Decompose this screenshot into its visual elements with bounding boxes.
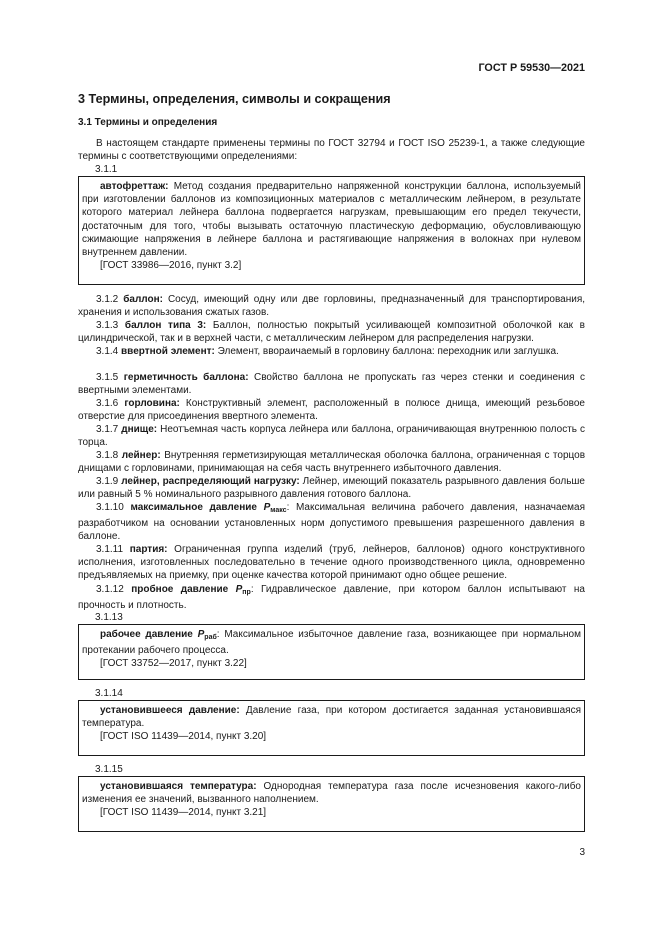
term-text: Метод создания предварительно напряженной конструкции баллона, используемый при изготовлении баллонов из композиционных материалов с металлическим лейнером, в результате которого материал лейнера баллона подвергается нагрузкам, превышающим его предел текучести, достаточным для того, чтобы вызывать остаточную пластическую деформацию, обусловливающую сжимающие напряжения в лейнере баллона и растягивающие напряжения в волокнах при нулевом внутреннем давлении. (82, 181, 581, 259)
term-text: Давление газа, при котором достигается заданная установившаяся температура. (82, 705, 581, 730)
term-source: [ГОСТ 33752—2017, пункт 3.22] (100, 658, 247, 670)
intro-paragraph: В настоящем стандарте применены термины по ГОСТ 32794 и ГОСТ ISO 25239-1, а также следующие термины с соответствующими определениями: (78, 138, 585, 163)
term-item-test-pressure (78, 583, 585, 612)
term-text: Однородная температура газа после исчезновения какого-либо изменения ее значений, вызванного наполнением. (82, 781, 581, 806)
term-source: [ГОСТ ISO 11439—2014, пункт 3.21] (100, 807, 267, 819)
pressure-subscript: макс (270, 507, 287, 514)
term-label: баллон типа 3: (124, 320, 207, 331)
term-item-bottom (78, 423, 585, 449)
term-definition (82, 180, 581, 259)
term-label: установившееся давление: (100, 705, 240, 716)
term-number: 3.1.8 (96, 450, 119, 461)
term-text: : Максимальная величина рабочего давления, назначаемая разработчиком на основании установленных норм допустимого превышения разрешенного давления в баллоне. (78, 502, 585, 543)
term-label: горловина: (124, 398, 180, 409)
term-source: [ГОСТ 33986—2016, пункт 3.2] (100, 260, 242, 272)
term-text: Конструктивный элемент, расположенный в полюсе днища, имеющий резьбовое отверстие для присоединения ввертного элемента. (78, 398, 585, 423)
term-number: 3.1.6 (96, 398, 119, 409)
term-number: 3.1.11 (96, 544, 124, 555)
term-number: 3.1.10 (96, 502, 124, 513)
term-text: Внутренняя герметизирующая металлическая оболочка баллона, ограниченная с торцов днищами с горловинами, принимающая на себя часть внутреннего избыточного давления. (78, 450, 586, 475)
term-item-cylinder-type3 (78, 319, 585, 345)
term-label: автофреттаж: (100, 181, 169, 192)
term-source: [ГОСТ ISO 11439—2014, пункт 3.20] (100, 731, 267, 743)
term-number: 3.1.12 (96, 584, 124, 595)
term-number: 3.1.1 (95, 164, 118, 175)
term-item-tightness (78, 371, 585, 397)
term-label: максимальное давление (130, 502, 257, 513)
document-standard-id: ГОСТ Р 59530—2021 (478, 62, 585, 74)
term-number: 3.1.9 (96, 476, 119, 487)
term-number: 3.1.2 (96, 294, 119, 305)
pressure-symbol: P (197, 629, 205, 640)
term-text: Неотъемная часть корпуса лейнера или баллона, ограничивающая внутреннюю полость с торца. (78, 424, 585, 449)
term-item-batch (78, 543, 585, 583)
term-number: 3.1.5 (96, 372, 119, 383)
term-definition (82, 780, 581, 806)
term-box-working-pressure (78, 624, 585, 680)
pressure-symbol: P (235, 584, 243, 595)
term-number: 3.1.7 (96, 424, 119, 435)
term-label: установившаяся температура: (100, 781, 257, 792)
term-number: 3.1.3 (96, 320, 119, 331)
pressure-symbol: P (263, 502, 271, 513)
pressure-subscript: раб (204, 634, 217, 641)
term-item-screw-element (78, 345, 585, 358)
term-box-steady-pressure (78, 700, 585, 756)
term-label: днище: (121, 424, 158, 435)
term-number: 3.1.15 (95, 764, 123, 775)
term-number: 3.1.13 (95, 612, 123, 623)
term-item-cylinder (78, 293, 585, 319)
term-label: герметичность баллона: (123, 372, 249, 383)
term-definition (82, 628, 581, 657)
term-label: рабочее давление (100, 629, 193, 640)
term-box-autofrettage (78, 176, 585, 285)
term-label: лейнер: (121, 450, 161, 461)
term-definition (82, 704, 581, 730)
term-text: Свойство баллона не пропускать газ через стенки и соединения с ввертными элементами. (78, 372, 585, 397)
term-label: баллон: (123, 294, 163, 305)
term-text: : Гидравлическое давление, при котором баллон испытывают на прочность и плотность. (78, 584, 585, 612)
term-text: Баллон, полностью покрытый усиливающей композитной оболочкой как в цилиндрической, так и в верхней части, с металлическим лейнером для распределения нагрузки. (78, 320, 585, 345)
pressure-subscript: пр (242, 589, 251, 596)
page-number: 3 (579, 847, 585, 858)
term-item-max-pressure (78, 501, 585, 544)
term-number: 3.1.4 (96, 346, 119, 357)
term-text: Элемент, ввораичаемый в горловину баллона: переходник или заглушка. (214, 346, 559, 357)
subsection-title: 3.1 Термины и определения (78, 117, 218, 128)
term-label: партия: (129, 544, 168, 555)
term-text: Лейнер, имеющий показатель разрывного давления больше или равный 5 % номинального разрывного давления готового баллона. (78, 476, 585, 501)
section-title: 3 Термины, определения, символы и сокращения (78, 92, 391, 106)
term-text: Ограниченная группа изделий (труб, лейнеров, баллонов) одного конструктивного исполнения, изготовленных последовательно в течение одного производственного цикла, одновременно предъявляемых на приемку, при оценке качества которой принимают одно общее решение. (78, 544, 585, 582)
term-number: 3.1.14 (95, 688, 123, 699)
term-item-load-sharing-liner (78, 475, 585, 501)
term-label: ввертной элемент: (121, 346, 215, 357)
term-item-liner (78, 449, 585, 475)
term-box-steady-temperature (78, 776, 585, 832)
term-label: пробное давление (131, 584, 229, 595)
term-label: лейнер, распределяющий нагрузку: (121, 476, 300, 487)
term-item-neck (78, 397, 585, 423)
term-text: Сосуд, имеющий одну или две горловины, предназначенный для транспортирования, хранения и использования сжатых газов. (78, 294, 586, 319)
term-text: : Максимальное избыточное давление газа, возникающее при нормальном протекании рабочего процесса. (82, 629, 581, 657)
